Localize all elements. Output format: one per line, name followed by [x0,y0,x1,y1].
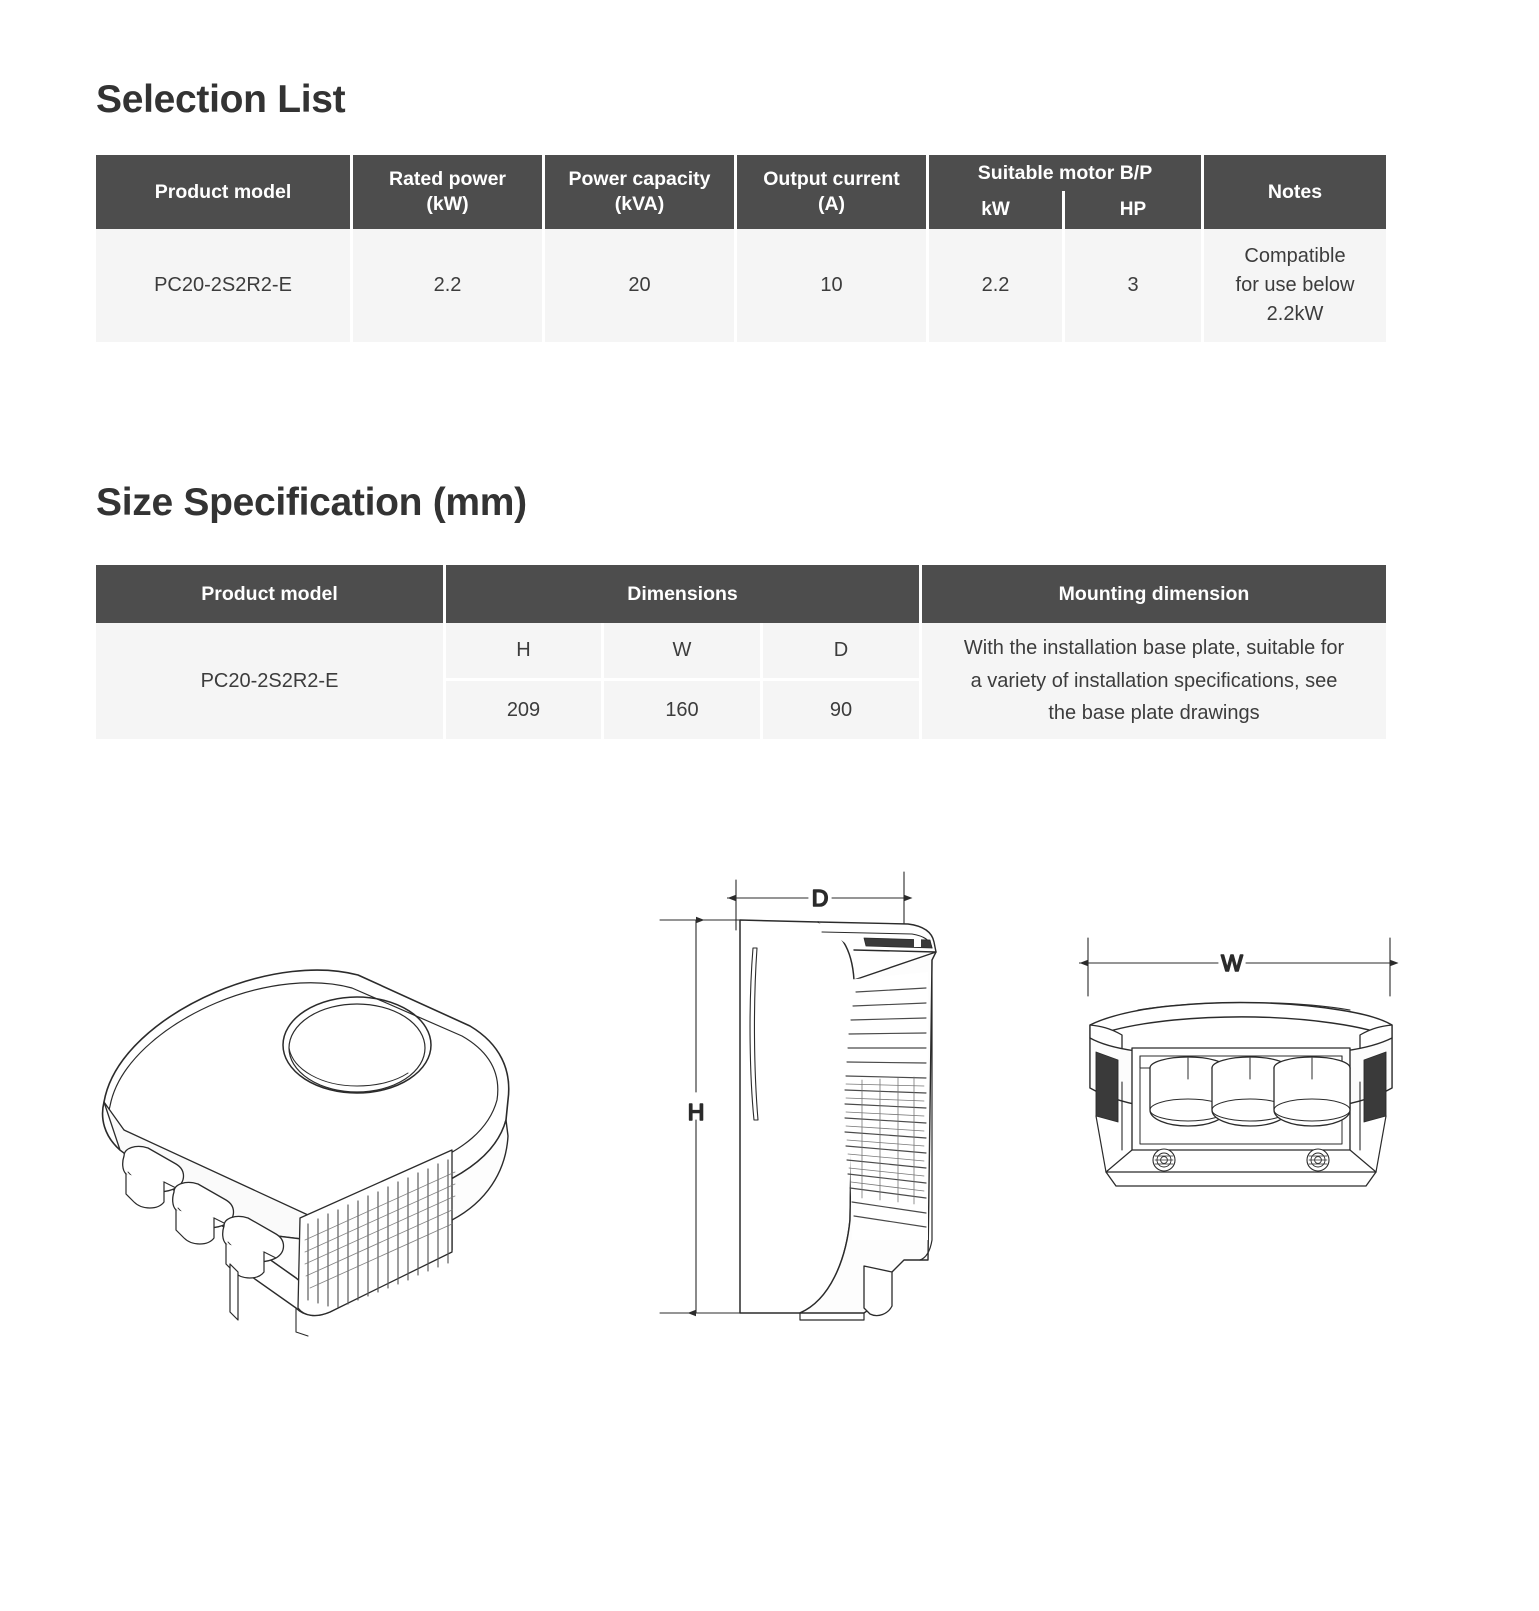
table-row-dimension-labels [96,623,1386,681]
cable-gland-3 [1274,1057,1350,1126]
cell-product-model: PC20-2S2R2-E [96,229,353,342]
mounting-line3: the base plate drawings [1048,702,1260,725]
vent-strip-left [1096,1052,1118,1122]
col-header-rated-power [353,155,545,229]
size-specification-table [96,565,1386,739]
dimension-label-depth: D [811,885,829,911]
cell-motor-kw: 2.2 [929,229,1065,342]
output-current-line2: (A) [817,193,846,215]
rated-power-line1: Rated power [388,168,507,191]
cell-notes [1204,229,1386,342]
output-current-line1: Output current [763,168,900,191]
cell-label-h: H [446,623,604,681]
dimension-label-width: W [1221,950,1243,976]
cell-output-current: 10 [737,229,929,342]
cell-power-capacity: 20 [545,229,737,342]
selection-list-table [96,155,1386,342]
mount-tab-side [864,1266,892,1316]
cell-motor-hp: 3 [1065,229,1204,342]
col-header-suitable-motor-bp: Suitable motor B/P [929,155,1204,191]
drawings-svg [0,820,1539,1380]
col-header-power-capacity [545,155,737,229]
table-row [96,229,1386,342]
col-header-product-model: Product model [96,155,353,229]
notes-line1: Compatible [1244,245,1346,267]
col-header-product-model-size: Product model [96,565,446,623]
notes-line2: for use below [1235,274,1355,296]
cell-label-w: W [604,623,763,681]
col-header-output-current [737,155,929,229]
cell-product-model-size: PC20-2S2R2-E [96,623,446,739]
size-table-head [96,565,1386,623]
col-header-motor-hp: HP [1065,191,1204,229]
mounting-line2: a variety of installation specifications, see [970,669,1338,692]
bottom-view [1088,938,1392,1186]
cell-label-d: D [763,623,922,681]
selection-table-head [96,155,1386,229]
size-table-body [96,623,1386,739]
vent-strip-right [1364,1052,1386,1122]
mounting-screws [1153,1149,1329,1171]
bottom-lip [1106,1172,1376,1186]
side-view [660,872,936,1320]
mounting-line1: With the installation base plate, suitable for [963,637,1345,660]
section-title-size-specification: Size Specification (mm) [96,481,527,524]
section-title-selection-list: Selection List [96,78,346,121]
selection-table-body [96,229,1386,342]
col-header-motor-kw: kW [929,191,1065,229]
product-drawings [0,820,1539,1380]
cell-mounting-dimension [922,623,1386,739]
col-header-dimensions: Dimensions [446,565,922,623]
header-row [96,565,1386,623]
top-label-strip [864,938,932,948]
rated-power-line2: (kW) [426,193,469,215]
cell-rated-power: 2.2 [353,229,545,342]
cable-glands-bottom [1150,1057,1350,1126]
dimension-label-height: H [687,1099,705,1125]
isometric-view [103,970,509,1336]
cell-value-h: 209 [446,681,604,739]
col-header-notes: Notes [1204,155,1386,229]
power-capacity-line2: (kVA) [614,193,665,215]
cell-value-d: 90 [763,681,922,739]
cell-value-w: 160 [604,681,763,739]
notes-line3: 2.2kW [1266,303,1324,325]
col-header-mounting-dimension: Mounting dimension [922,565,1386,623]
header-row-main [96,155,1386,191]
power-capacity-line1: Power capacity [568,168,711,191]
